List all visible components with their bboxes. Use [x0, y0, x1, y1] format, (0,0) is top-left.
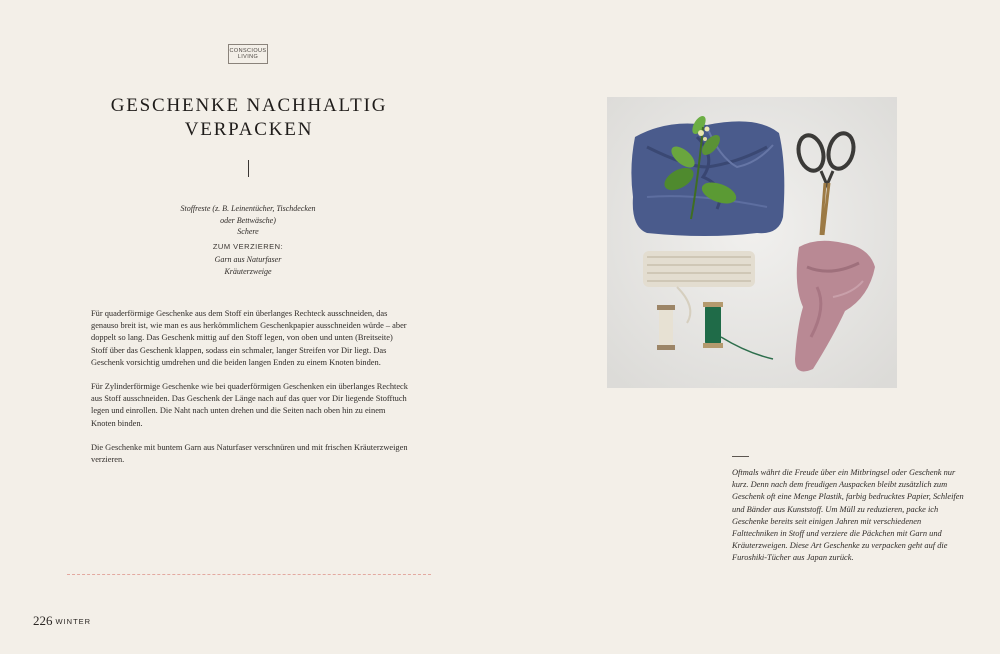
decoration-list [150, 254, 346, 277]
page-folio [33, 613, 91, 629]
page-number: 226 [33, 613, 53, 628]
decoration-item-1: Garn aus Naturfaser [214, 255, 282, 264]
section-name: WINTER [55, 617, 92, 626]
photo-illustration [607, 97, 897, 388]
title-divider [248, 160, 249, 177]
material-line-3: Schere [237, 227, 259, 236]
decoration-item-2: Kräuterzweige [224, 266, 272, 276]
instruction-paragraph-1: Für quaderförmige Geschenke aus dem Stoff ein überlanges Rechteck ausschneiden, das genauso breit ist, wie man es aus herkömmlichem Geschenkpapier ausschneiden würde – aber doppelt so lang. Das Geschenk mittig auf den Stoff legen, von oben und unten (Breitseite) Stoff über das Geschenk klappen, sodass ein schmaler, langer Streifen vor Dir liegt. Das Geschenk vorsichtig umdrehen und die beiden langen Enden zu einem Knoten binden. [91, 309, 407, 367]
gift-wrapping-photo [607, 97, 897, 388]
decoration-heading: ZUM VERZIEREN: [212, 242, 284, 251]
instruction-paragraph-2: Für Zylinderförmige Geschenke wie bei quaderförmigen Geschenken ein überlanges Rechteck aus Stoff ausschneiden. Das Geschenk der Länge nach auf das quer vor Dir liegende Stofftuch legen und einrollen. Die Naht nach unten drehen und die Seiten nach oben hin zu einem Knoten binden. [91, 382, 408, 428]
category-badge [228, 44, 268, 64]
intro-divider [732, 456, 749, 457]
materials-list [150, 203, 346, 238]
white-thread-spool [657, 305, 675, 350]
instructions-text [91, 308, 409, 478]
page-title [90, 94, 408, 142]
instruction-paragraph-3: Die Geschenke mit buntem Garn aus Naturfaser verschnüren und mit frischen Kräuterzweigen verzieren. [91, 442, 408, 465]
title-line-1: GESCHENKE NACHHALTIG [110, 95, 388, 116]
material-line-1: Stoffreste (z. B. Leinentücher, Tischdecken [180, 204, 316, 213]
intro-text: Oftmals währt die Freude über ein Mitbringsel oder Geschenk nur kurz. Denn nach dem freudigen Auspacken bleibt zusätzlich zum Geschenk oft eine Menge Plastik, farbig bedrucktes Papier, Schleifen und Bänder aus Kunststoff. Um Müll zu reduzieren, packe ich Geschenke bereits seit einigen Jahren mit verschiedenen Falttechniken in Stoff und verziere die Päckchen mit Garn und Kräuterzweigen. Diese Art Geschenke zu verpacken geht auf die Furoshiki-Tücher aus Japan zurück. [732, 468, 964, 563]
badge-line-2: LIVING [237, 54, 259, 60]
blue-fabric-package [631, 121, 784, 236]
badge-line-1: CONSCIOUS [229, 47, 267, 54]
title-line-2: VERPACKEN [184, 119, 314, 140]
material-line-2: oder Bettwäsche) [220, 215, 276, 225]
dashed-divider [67, 574, 431, 575]
